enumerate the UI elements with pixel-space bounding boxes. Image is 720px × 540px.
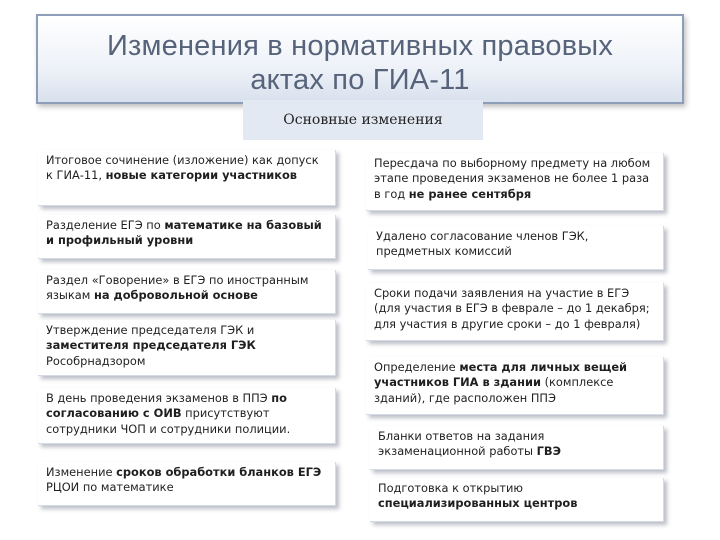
right-card-5 (370, 426, 664, 470)
left-card-5 (38, 388, 336, 444)
page-title-line-2: актах по ГИА-11 (250, 64, 470, 96)
left-card-5-bold: по согласованию с ОИВ (46, 391, 287, 421)
left-card-4-bold: заместителя председателя ГЭК (46, 338, 256, 353)
page-title-line-1: Изменения в нормативных правовых (106, 30, 614, 62)
left-card-3-text: Раздел «Говорение» в ЕГЭ по иностранным языкам (46, 273, 309, 303)
left-card-6-text: Изменение (46, 465, 117, 479)
right-card-2 (368, 226, 664, 270)
left-card-1 (38, 150, 336, 206)
left-card-3-bold: на добровольной основе (93, 288, 258, 303)
right-card-5-text: Бланки ответов на задания экзаменационной работы (378, 429, 545, 459)
left-card-3 (38, 270, 336, 314)
right-card-1-text: Пересдача по выборному предмету на любом этапе проведения экзаменов не более 1 раза в год (374, 156, 651, 201)
left-card-2-text: Разделение ЕГЭ по (46, 218, 165, 232)
right-card-4-bold: места для личных вещей участников ГИА в здании (374, 360, 628, 390)
right-card-6-bold: специализированных центров (378, 496, 578, 511)
left-card-5-text-after: присутствуют сотрудники ЧОП и сотрудники полиции. (46, 406, 291, 436)
left-card-4-text: Утверждение председателя ГЭК и (46, 323, 255, 337)
left-card-4-text-after: Рособрнадзором (46, 353, 146, 368)
right-card-4-text-after: (комплексе зданий), где расположен ППЭ (374, 375, 614, 405)
left-card-5-text: В день проведения экзаменов в ППЭ (46, 391, 272, 405)
right-card-3-text: Сроки подачи заявления на участие в ЕГЭ (для участия в ЕГЭ в феврале – до 1 декабря; для участия в другие сроки – до 1 февраля) (374, 286, 650, 331)
left-card-4 (38, 320, 336, 376)
right-card-4 (366, 357, 664, 415)
left-card-6 (38, 462, 336, 506)
left-card-6-text-after: РЦОИ по математике (46, 480, 174, 495)
left-card-2-bold: математике на базовый и профильный уровни (46, 218, 322, 248)
right-card-3 (366, 283, 664, 341)
right-card-5-bold: ГВЭ (536, 444, 561, 459)
right-card-1-bold: не ранее сентября (408, 186, 532, 201)
title-banner (36, 14, 684, 104)
left-card-2 (38, 215, 336, 259)
left-card-6-bold: сроков обработки бланков ЕГЭ (116, 465, 322, 479)
left-card-1-bold: новые категории участников (105, 168, 298, 183)
section-subtitle: Основные изменения (243, 100, 483, 140)
right-card-2-text: Удалено согласование членов ГЭК, предметных комиссий (376, 229, 589, 259)
right-card-1 (366, 153, 664, 211)
left-card-1-text: Итоговое сочинение (изложение) как допуск к ГИА-11, (46, 153, 319, 183)
right-card-6 (370, 478, 664, 522)
right-card-6-text: Подготовка к открытию (378, 481, 523, 495)
right-card-4-text: Определение (374, 360, 460, 374)
